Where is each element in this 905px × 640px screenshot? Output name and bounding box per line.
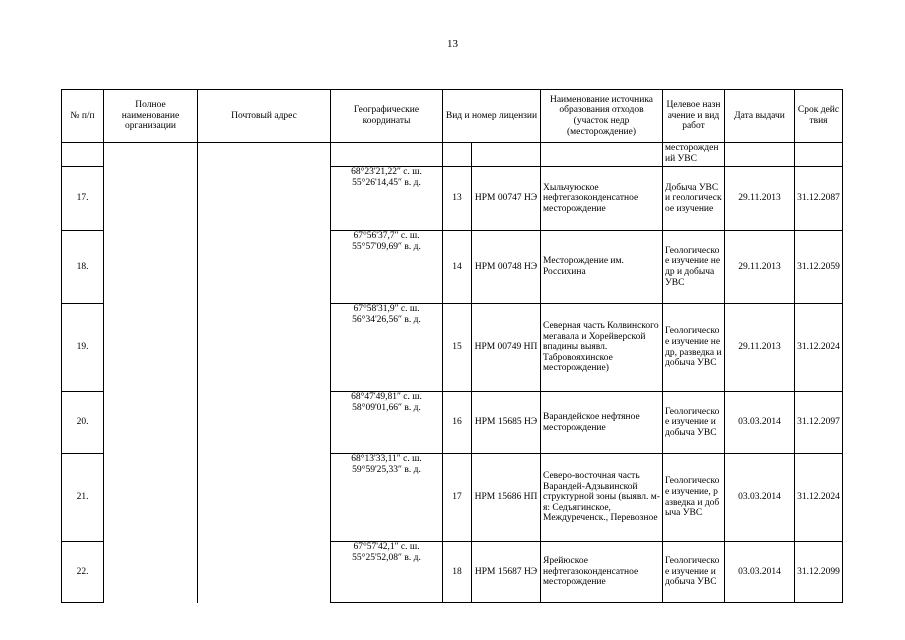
validity-term: 31.12.2087: [795, 167, 843, 231]
license-number: НРМ 15687 НЭ: [472, 542, 541, 603]
waste-source: Месторождение им. Россихина: [541, 231, 663, 304]
coordinates: 68°47'49,81″ с. ш. 58°09'01,66″ в. д.: [331, 392, 443, 454]
header-row: [62, 90, 843, 143]
validity-term: 31.12.2024: [795, 454, 843, 542]
waste-source: Северная часть Колвинского мегавала и Хорейверской впадины выявл. Табровояхинское месторождение): [541, 304, 663, 392]
license-seq: 14: [443, 231, 472, 304]
waste-source: Северо-восточная часть Варандей-Адзьвинской структурной зоны (выявл. м-я: Седъягинское, Междуреченск., Перевозное: [541, 454, 663, 542]
header-purpose: Целевое назначение и вид работ: [663, 90, 725, 143]
row-number: 21.: [62, 454, 104, 542]
license-number: НРМ 00748 НЭ: [472, 231, 541, 304]
purpose: Геологическое изучение недр, разведка и добыча УВС: [663, 304, 725, 392]
header-org-name: Полное наименование организации: [104, 90, 198, 143]
purpose: Добыча УВС и геологическое изучение: [663, 167, 725, 231]
waste-source: Варандейское нефтяное месторождение: [541, 392, 663, 454]
row-number: 17.: [62, 167, 104, 231]
purpose: Геологическое изучение, разведка и добыча УВС: [663, 454, 725, 542]
row-number: 22.: [62, 542, 104, 603]
address-cell: [198, 143, 331, 603]
header-coords: Географические координаты: [331, 90, 443, 143]
header-term: Срок действия: [795, 90, 843, 143]
header-license: Вид и номер лицензии: [443, 90, 541, 143]
purpose: Геологическое изучение и добыча УВС: [663, 542, 725, 603]
issue-date: 29.11.2013: [725, 304, 795, 392]
coordinates: 67°56'37,7″ с. ш. 55°57'09,69″ в. д.: [331, 231, 443, 304]
validity-term: 31.12.2099: [795, 542, 843, 603]
header-address: Почтовый адрес: [198, 90, 331, 143]
license-number: НРМ 15686 НП: [472, 454, 541, 542]
purpose: Геологическое изучение недр и добыча УВС: [663, 231, 725, 304]
continuation-purpose: месторождений УВС: [663, 143, 725, 167]
coordinates: 67°57'42,1″ с. ш. 55°25'52,08″ в. д.: [331, 542, 443, 603]
license-number: НРМ 00749 НП: [472, 304, 541, 392]
coordinates: 67°58'31,9″ с. ш. 56°34'26,56″ в. д.: [331, 304, 443, 392]
validity-term: 31.12.2097: [795, 392, 843, 454]
waste-source: Хыльчуюское нефтегазоконденсатное месторождение: [541, 167, 663, 231]
license-seq: 18: [443, 542, 472, 603]
license-seq: 17: [443, 454, 472, 542]
page-number: 13: [447, 38, 458, 50]
issue-date: 03.03.2014: [725, 454, 795, 542]
header-num: № п/п: [62, 90, 104, 143]
license-number: НРМ 00747 НЭ: [472, 167, 541, 231]
header-source: Наименование источника образования отходов (участок недр (месторождение): [541, 90, 663, 143]
license-seq: 16: [443, 392, 472, 454]
purpose: Геологическое изучение и добыча УВС: [663, 392, 725, 454]
license-table: [61, 89, 843, 603]
row-number: 18.: [62, 231, 104, 304]
continuation-row: [62, 143, 843, 167]
waste-source: Ярейюское нефтегазоконденсатное месторождение: [541, 542, 663, 603]
validity-term: 31.12.2024: [795, 304, 843, 392]
header-issue-date: Дата выдачи: [725, 90, 795, 143]
license-number: НРМ 15685 НЭ: [472, 392, 541, 454]
row-number: 19.: [62, 304, 104, 392]
issue-date: 29.11.2013: [725, 167, 795, 231]
row-number: 20.: [62, 392, 104, 454]
coordinates: 68°13'33,11″ с. ш. 59°59'25,33″ в. д.: [331, 454, 443, 542]
issue-date: 29.11.2013: [725, 231, 795, 304]
license-seq: 13: [443, 167, 472, 231]
coordinates: 68°23'21,22″ с. ш. 55°26'14,45″ в. д.: [331, 167, 443, 231]
license-seq: 15: [443, 304, 472, 392]
issue-date: 03.03.2014: [725, 392, 795, 454]
issue-date: 03.03.2014: [725, 542, 795, 603]
org-name-cell: [104, 143, 198, 603]
validity-term: 31.12.2059: [795, 231, 843, 304]
